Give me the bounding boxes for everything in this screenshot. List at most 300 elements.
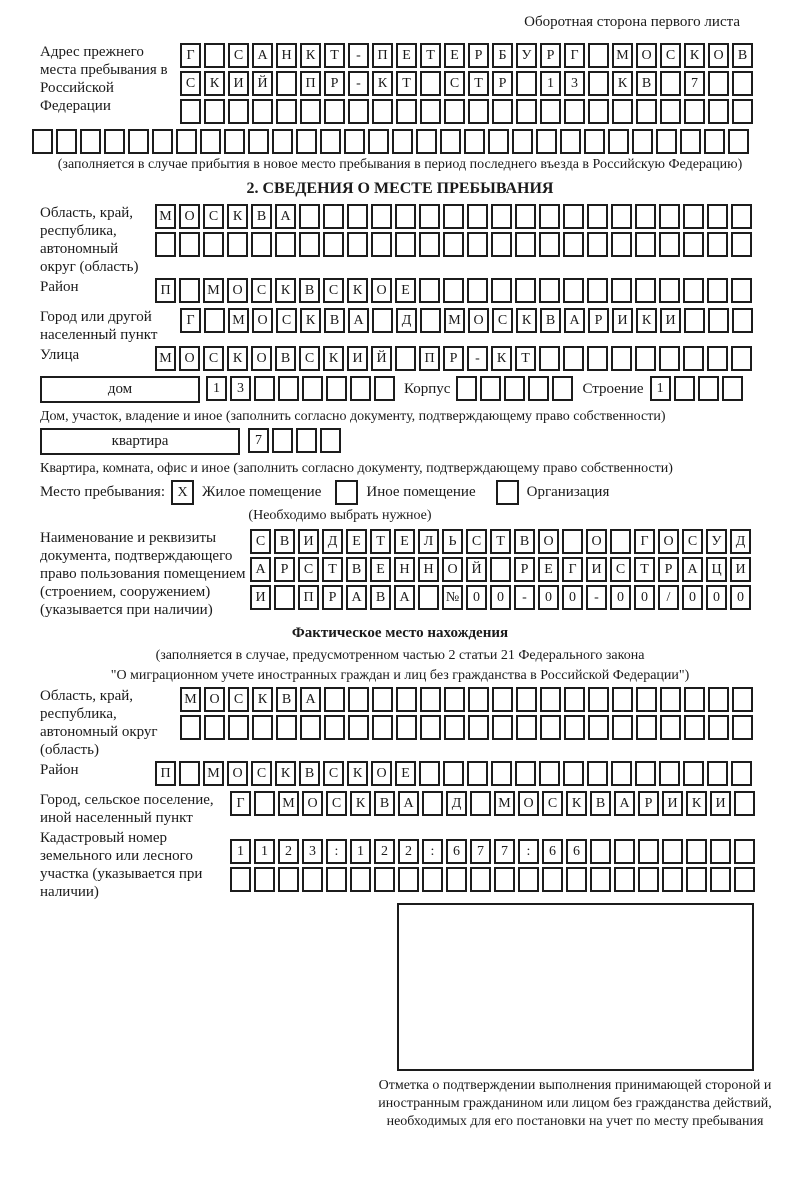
- char-cell[interactable]: С: [251, 761, 272, 786]
- char-cell[interactable]: [632, 129, 653, 154]
- char-cell[interactable]: [444, 99, 465, 124]
- char-cell[interactable]: [684, 308, 705, 333]
- char-cell[interactable]: С: [610, 557, 631, 582]
- char-cell[interactable]: [395, 232, 416, 257]
- char-cell[interactable]: [155, 232, 176, 257]
- char-cell[interactable]: [299, 204, 320, 229]
- char-cell[interactable]: [708, 687, 729, 712]
- char-cell[interactable]: [296, 428, 317, 453]
- char-cell[interactable]: [732, 687, 753, 712]
- char-cell[interactable]: [660, 71, 681, 96]
- char-cell[interactable]: П: [419, 346, 440, 371]
- char-cell[interactable]: К: [516, 308, 537, 333]
- char-cell[interactable]: [610, 529, 631, 554]
- char-cell[interactable]: Н: [418, 557, 439, 582]
- char-cell[interactable]: М: [203, 761, 224, 786]
- char-cell[interactable]: [587, 278, 608, 303]
- char-cell[interactable]: [683, 232, 704, 257]
- apartment-type-box[interactable]: квартира: [40, 428, 240, 455]
- char-cell[interactable]: [539, 761, 560, 786]
- char-cell[interactable]: [659, 346, 680, 371]
- char-cell[interactable]: А: [614, 791, 635, 816]
- char-cell[interactable]: [635, 346, 656, 371]
- char-cell[interactable]: [300, 715, 321, 740]
- char-cell[interactable]: В: [251, 204, 272, 229]
- char-cell[interactable]: Р: [588, 308, 609, 333]
- char-cell[interactable]: [396, 99, 417, 124]
- char-cell[interactable]: О: [708, 43, 729, 68]
- char-cell[interactable]: 1: [650, 376, 671, 401]
- char-cell[interactable]: [587, 346, 608, 371]
- char-cell[interactable]: [588, 43, 609, 68]
- char-cell[interactable]: К: [612, 71, 633, 96]
- stay-type-checkbox-other[interactable]: [335, 480, 358, 505]
- char-cell[interactable]: [707, 204, 728, 229]
- char-cell[interactable]: [492, 99, 513, 124]
- char-cell[interactable]: [326, 867, 347, 892]
- char-cell[interactable]: [350, 376, 371, 401]
- char-cell[interactable]: [564, 715, 585, 740]
- char-cell[interactable]: [683, 346, 704, 371]
- char-cell[interactable]: [371, 204, 392, 229]
- char-cell[interactable]: [179, 232, 200, 257]
- char-cell[interactable]: П: [300, 71, 321, 96]
- char-cell[interactable]: [563, 761, 584, 786]
- char-cell[interactable]: А: [275, 204, 296, 229]
- char-cell[interactable]: [440, 129, 461, 154]
- char-cell[interactable]: О: [204, 687, 225, 712]
- char-cell[interactable]: [659, 761, 680, 786]
- char-cell[interactable]: 7: [494, 839, 515, 864]
- char-cell[interactable]: Г: [564, 43, 585, 68]
- char-cell[interactable]: [230, 867, 251, 892]
- char-cell[interactable]: К: [204, 71, 225, 96]
- char-cell[interactable]: А: [250, 557, 271, 582]
- char-cell[interactable]: 7: [248, 428, 269, 453]
- char-cell[interactable]: [635, 761, 656, 786]
- char-cell[interactable]: 6: [566, 839, 587, 864]
- char-cell[interactable]: О: [636, 43, 657, 68]
- char-cell[interactable]: 6: [446, 839, 467, 864]
- char-cell[interactable]: К: [275, 761, 296, 786]
- char-cell[interactable]: [504, 376, 525, 401]
- char-cell[interactable]: [731, 346, 752, 371]
- char-cell[interactable]: П: [155, 278, 176, 303]
- char-cell[interactable]: [635, 232, 656, 257]
- char-cell[interactable]: [684, 687, 705, 712]
- char-cell[interactable]: -: [348, 43, 369, 68]
- char-cell[interactable]: Г: [180, 43, 201, 68]
- char-cell[interactable]: [203, 232, 224, 257]
- char-cell[interactable]: С: [444, 71, 465, 96]
- char-cell[interactable]: В: [590, 791, 611, 816]
- char-cell[interactable]: [494, 867, 515, 892]
- char-cell[interactable]: О: [518, 791, 539, 816]
- char-cell[interactable]: 1: [540, 71, 561, 96]
- char-cell[interactable]: О: [227, 278, 248, 303]
- char-cell[interactable]: [326, 376, 347, 401]
- char-cell[interactable]: [683, 204, 704, 229]
- char-cell[interactable]: С: [228, 43, 249, 68]
- char-cell[interactable]: М: [180, 687, 201, 712]
- char-cell[interactable]: [731, 761, 752, 786]
- char-cell[interactable]: [686, 839, 707, 864]
- char-cell[interactable]: [707, 278, 728, 303]
- char-cell[interactable]: А: [682, 557, 703, 582]
- char-cell[interactable]: Й: [466, 557, 487, 582]
- char-cell[interactable]: В: [374, 791, 395, 816]
- char-cell[interactable]: И: [710, 791, 731, 816]
- char-cell[interactable]: В: [732, 43, 753, 68]
- char-cell[interactable]: С: [326, 791, 347, 816]
- char-cell[interactable]: К: [347, 278, 368, 303]
- char-cell[interactable]: [492, 715, 513, 740]
- char-cell[interactable]: О: [227, 761, 248, 786]
- char-cell[interactable]: [638, 839, 659, 864]
- char-cell[interactable]: [707, 232, 728, 257]
- char-cell[interactable]: 3: [302, 839, 323, 864]
- char-cell[interactable]: [710, 867, 731, 892]
- char-cell[interactable]: Е: [538, 557, 559, 582]
- char-cell[interactable]: Л: [418, 529, 439, 554]
- char-cell[interactable]: [708, 71, 729, 96]
- char-cell[interactable]: [587, 204, 608, 229]
- char-cell[interactable]: [416, 129, 437, 154]
- char-cell[interactable]: В: [346, 557, 367, 582]
- char-cell[interactable]: О: [371, 761, 392, 786]
- char-cell[interactable]: [659, 232, 680, 257]
- char-cell[interactable]: [228, 715, 249, 740]
- char-cell[interactable]: [683, 761, 704, 786]
- char-cell[interactable]: :: [422, 839, 443, 864]
- char-cell[interactable]: [254, 791, 275, 816]
- char-cell[interactable]: [680, 129, 701, 154]
- char-cell[interactable]: Т: [370, 529, 391, 554]
- char-cell[interactable]: -: [348, 71, 369, 96]
- char-cell[interactable]: [392, 129, 413, 154]
- char-cell[interactable]: [708, 99, 729, 124]
- char-cell[interactable]: [396, 715, 417, 740]
- char-cell[interactable]: А: [348, 308, 369, 333]
- char-cell[interactable]: 6: [542, 839, 563, 864]
- char-cell[interactable]: 3: [564, 71, 585, 96]
- char-cell[interactable]: Д: [396, 308, 417, 333]
- char-cell[interactable]: [588, 715, 609, 740]
- char-cell[interactable]: С: [542, 791, 563, 816]
- char-cell[interactable]: [228, 99, 249, 124]
- char-cell[interactable]: [348, 715, 369, 740]
- char-cell[interactable]: О: [371, 278, 392, 303]
- char-cell[interactable]: [320, 428, 341, 453]
- char-cell[interactable]: Е: [444, 43, 465, 68]
- char-cell[interactable]: [396, 687, 417, 712]
- house-type-box[interactable]: дом: [40, 376, 200, 403]
- char-cell[interactable]: О: [179, 346, 200, 371]
- char-cell[interactable]: [443, 232, 464, 257]
- char-cell[interactable]: [528, 376, 549, 401]
- char-cell[interactable]: [104, 129, 125, 154]
- char-cell[interactable]: [302, 867, 323, 892]
- char-cell[interactable]: [612, 99, 633, 124]
- char-cell[interactable]: [372, 715, 393, 740]
- char-cell[interactable]: [636, 715, 657, 740]
- char-cell[interactable]: Н: [394, 557, 415, 582]
- char-cell[interactable]: К: [636, 308, 657, 333]
- char-cell[interactable]: 1: [254, 839, 275, 864]
- char-cell[interactable]: С: [180, 71, 201, 96]
- char-cell[interactable]: В: [636, 71, 657, 96]
- char-cell[interactable]: К: [300, 43, 321, 68]
- char-cell[interactable]: №: [442, 585, 463, 610]
- char-cell[interactable]: Р: [638, 791, 659, 816]
- char-cell[interactable]: Р: [274, 557, 295, 582]
- char-cell[interactable]: [512, 129, 533, 154]
- char-cell[interactable]: В: [324, 308, 345, 333]
- char-cell[interactable]: П: [298, 585, 319, 610]
- char-cell[interactable]: И: [347, 346, 368, 371]
- char-cell[interactable]: [254, 867, 275, 892]
- char-cell[interactable]: [480, 376, 501, 401]
- char-cell[interactable]: [302, 376, 323, 401]
- char-cell[interactable]: [204, 308, 225, 333]
- char-cell[interactable]: Р: [658, 557, 679, 582]
- char-cell[interactable]: Р: [468, 43, 489, 68]
- char-cell[interactable]: [540, 687, 561, 712]
- char-cell[interactable]: [588, 687, 609, 712]
- char-cell[interactable]: М: [494, 791, 515, 816]
- char-cell[interactable]: [420, 687, 441, 712]
- char-cell[interactable]: У: [706, 529, 727, 554]
- char-cell[interactable]: [324, 99, 345, 124]
- char-cell[interactable]: В: [299, 761, 320, 786]
- char-cell[interactable]: [227, 232, 248, 257]
- char-cell[interactable]: [248, 129, 269, 154]
- char-cell[interactable]: [464, 129, 485, 154]
- char-cell[interactable]: С: [203, 204, 224, 229]
- char-cell[interactable]: И: [660, 308, 681, 333]
- char-cell[interactable]: [516, 687, 537, 712]
- char-cell[interactable]: О: [179, 204, 200, 229]
- char-cell[interactable]: [344, 129, 365, 154]
- char-cell[interactable]: [732, 71, 753, 96]
- char-cell[interactable]: [731, 232, 752, 257]
- char-cell[interactable]: [515, 232, 536, 257]
- char-cell[interactable]: [491, 204, 512, 229]
- char-cell[interactable]: С: [323, 761, 344, 786]
- char-cell[interactable]: Р: [492, 71, 513, 96]
- char-cell[interactable]: [707, 761, 728, 786]
- char-cell[interactable]: 0: [610, 585, 631, 610]
- char-cell[interactable]: К: [350, 791, 371, 816]
- char-cell[interactable]: И: [612, 308, 633, 333]
- char-cell[interactable]: Г: [562, 557, 583, 582]
- char-cell[interactable]: [419, 278, 440, 303]
- char-cell[interactable]: [176, 129, 197, 154]
- char-cell[interactable]: -: [514, 585, 535, 610]
- char-cell[interactable]: В: [299, 278, 320, 303]
- char-cell[interactable]: [587, 761, 608, 786]
- char-cell[interactable]: А: [564, 308, 585, 333]
- char-cell[interactable]: [698, 376, 719, 401]
- char-cell[interactable]: [470, 791, 491, 816]
- char-cell[interactable]: С: [276, 308, 297, 333]
- char-cell[interactable]: [252, 715, 273, 740]
- char-cell[interactable]: М: [612, 43, 633, 68]
- char-cell[interactable]: [444, 687, 465, 712]
- char-cell[interactable]: [179, 761, 200, 786]
- char-cell[interactable]: К: [491, 346, 512, 371]
- char-cell[interactable]: К: [275, 278, 296, 303]
- char-cell[interactable]: [374, 376, 395, 401]
- char-cell[interactable]: С: [203, 346, 224, 371]
- char-cell[interactable]: С: [660, 43, 681, 68]
- char-cell[interactable]: [588, 71, 609, 96]
- char-cell[interactable]: [662, 867, 683, 892]
- char-cell[interactable]: И: [586, 557, 607, 582]
- char-cell[interactable]: [515, 278, 536, 303]
- char-cell[interactable]: С: [250, 529, 271, 554]
- char-cell[interactable]: [470, 867, 491, 892]
- char-cell[interactable]: [488, 129, 509, 154]
- char-cell[interactable]: [347, 232, 368, 257]
- char-cell[interactable]: Г: [634, 529, 655, 554]
- char-cell[interactable]: [611, 232, 632, 257]
- char-cell[interactable]: И: [730, 557, 751, 582]
- char-cell[interactable]: К: [323, 346, 344, 371]
- char-cell[interactable]: [515, 204, 536, 229]
- char-cell[interactable]: И: [228, 71, 249, 96]
- char-cell[interactable]: [278, 376, 299, 401]
- char-cell[interactable]: И: [662, 791, 683, 816]
- char-cell[interactable]: Д: [446, 791, 467, 816]
- char-cell[interactable]: О: [658, 529, 679, 554]
- char-cell[interactable]: Р: [443, 346, 464, 371]
- char-cell[interactable]: [422, 791, 443, 816]
- char-cell[interactable]: [491, 232, 512, 257]
- char-cell[interactable]: М: [155, 346, 176, 371]
- char-cell[interactable]: [539, 278, 560, 303]
- char-cell[interactable]: 1: [206, 376, 227, 401]
- stay-type-checkbox-organization[interactable]: [496, 480, 519, 505]
- char-cell[interactable]: [710, 839, 731, 864]
- char-cell[interactable]: А: [394, 585, 415, 610]
- char-cell[interactable]: [734, 839, 755, 864]
- char-cell[interactable]: 3: [230, 376, 251, 401]
- char-cell[interactable]: О: [538, 529, 559, 554]
- char-cell[interactable]: [707, 346, 728, 371]
- char-cell[interactable]: К: [372, 71, 393, 96]
- char-cell[interactable]: [320, 129, 341, 154]
- char-cell[interactable]: [32, 129, 53, 154]
- char-cell[interactable]: [274, 585, 295, 610]
- char-cell[interactable]: Т: [468, 71, 489, 96]
- char-cell[interactable]: [348, 99, 369, 124]
- char-cell[interactable]: [518, 867, 539, 892]
- char-cell[interactable]: [490, 557, 511, 582]
- char-cell[interactable]: [566, 867, 587, 892]
- char-cell[interactable]: [419, 204, 440, 229]
- char-cell[interactable]: [296, 129, 317, 154]
- char-cell[interactable]: [684, 715, 705, 740]
- char-cell[interactable]: [708, 308, 729, 333]
- char-cell[interactable]: :: [326, 839, 347, 864]
- char-cell[interactable]: [728, 129, 749, 154]
- char-cell[interactable]: П: [372, 43, 393, 68]
- char-cell[interactable]: 0: [562, 585, 583, 610]
- char-cell[interactable]: [419, 761, 440, 786]
- char-cell[interactable]: М: [228, 308, 249, 333]
- char-cell[interactable]: [444, 715, 465, 740]
- char-cell[interactable]: Е: [394, 529, 415, 554]
- char-cell[interactable]: [443, 761, 464, 786]
- char-cell[interactable]: [348, 687, 369, 712]
- char-cell[interactable]: М: [444, 308, 465, 333]
- char-cell[interactable]: [179, 278, 200, 303]
- char-cell[interactable]: С: [251, 278, 272, 303]
- char-cell[interactable]: Т: [634, 557, 655, 582]
- char-cell[interactable]: 7: [470, 839, 491, 864]
- char-cell[interactable]: К: [227, 204, 248, 229]
- char-cell[interactable]: О: [252, 308, 273, 333]
- char-cell[interactable]: [614, 839, 635, 864]
- char-cell[interactable]: [128, 129, 149, 154]
- char-cell[interactable]: [468, 99, 489, 124]
- char-cell[interactable]: [708, 715, 729, 740]
- char-cell[interactable]: О: [302, 791, 323, 816]
- char-cell[interactable]: 1: [230, 839, 251, 864]
- char-cell[interactable]: [252, 99, 273, 124]
- char-cell[interactable]: [491, 761, 512, 786]
- char-cell[interactable]: [638, 867, 659, 892]
- char-cell[interactable]: В: [275, 346, 296, 371]
- char-cell[interactable]: [467, 278, 488, 303]
- char-cell[interactable]: Е: [396, 43, 417, 68]
- char-cell[interactable]: [659, 278, 680, 303]
- char-cell[interactable]: М: [155, 204, 176, 229]
- char-cell[interactable]: [590, 867, 611, 892]
- char-cell[interactable]: [180, 715, 201, 740]
- char-cell[interactable]: [635, 204, 656, 229]
- char-cell[interactable]: [636, 687, 657, 712]
- char-cell[interactable]: [272, 129, 293, 154]
- char-cell[interactable]: [443, 278, 464, 303]
- char-cell[interactable]: Е: [395, 761, 416, 786]
- char-cell[interactable]: [683, 278, 704, 303]
- char-cell[interactable]: С: [228, 687, 249, 712]
- char-cell[interactable]: [590, 839, 611, 864]
- char-cell[interactable]: [734, 867, 755, 892]
- char-cell[interactable]: [152, 129, 173, 154]
- char-cell[interactable]: [372, 308, 393, 333]
- char-cell[interactable]: [636, 99, 657, 124]
- char-cell[interactable]: К: [252, 687, 273, 712]
- char-cell[interactable]: [204, 43, 225, 68]
- char-cell[interactable]: [542, 867, 563, 892]
- char-cell[interactable]: [420, 308, 441, 333]
- char-cell[interactable]: [468, 715, 489, 740]
- char-cell[interactable]: [515, 761, 536, 786]
- char-cell[interactable]: [539, 232, 560, 257]
- char-cell[interactable]: [611, 346, 632, 371]
- char-cell[interactable]: Е: [346, 529, 367, 554]
- char-cell[interactable]: [540, 715, 561, 740]
- char-cell[interactable]: [374, 867, 395, 892]
- char-cell[interactable]: С: [298, 557, 319, 582]
- char-cell[interactable]: Р: [322, 585, 343, 610]
- char-cell[interactable]: [419, 232, 440, 257]
- char-cell[interactable]: Р: [540, 43, 561, 68]
- char-cell[interactable]: [660, 99, 681, 124]
